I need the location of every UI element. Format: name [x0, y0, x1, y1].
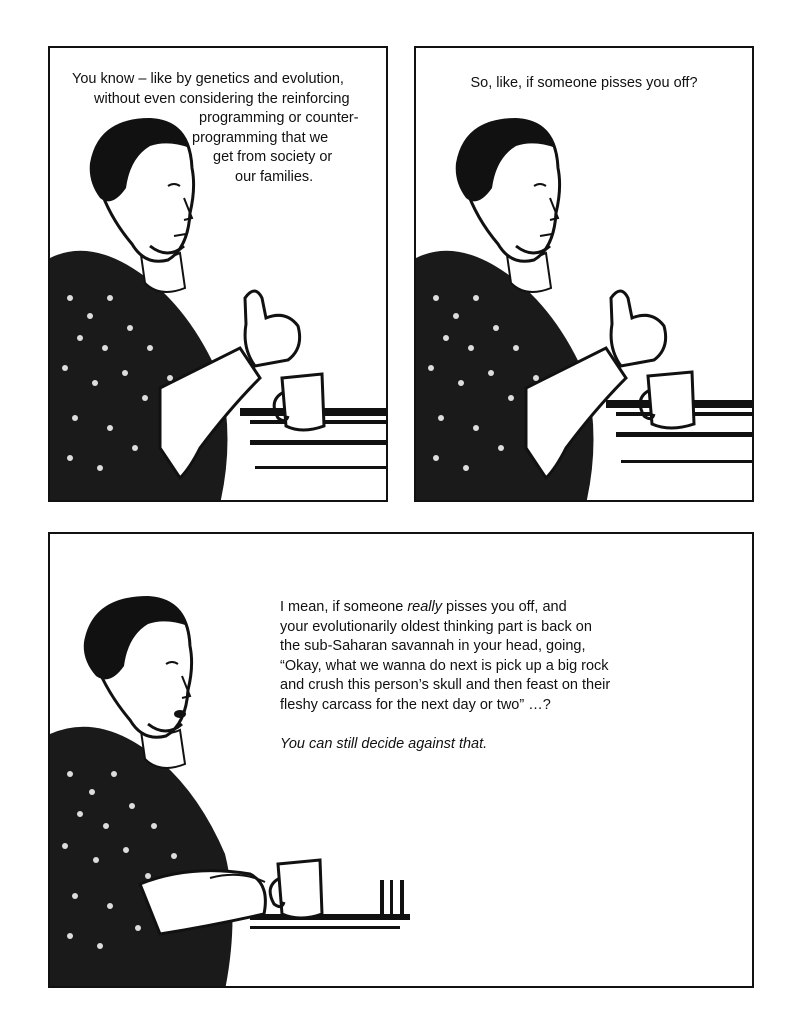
caption-text: I mean, if someone [280, 599, 408, 615]
caption-line: programming or counter- [199, 110, 359, 126]
caption-spacer [280, 715, 740, 735]
caption-line: the sub-Saharan savannah in your head, going, [280, 638, 586, 654]
caption-line: “Okay, what we wanna do next is pick up a big rock [280, 657, 609, 674]
caption-line: and crush this person’s skull and then feast on their [280, 677, 611, 693]
comic-panel-3 [48, 532, 754, 988]
caption-line-1 [280, 598, 740, 618]
caption-line: get from society or [213, 149, 333, 165]
comic-panel-1 [48, 46, 388, 502]
speech-caption [58, 70, 380, 187]
comic-panel-2 [414, 46, 754, 502]
caption-line: our families. [235, 168, 314, 185]
emphasis-word: really [407, 599, 442, 615]
caption-line: without even considering the reinforcing [94, 90, 350, 107]
caption-line: fleshy carcass for the next day or two” …? [280, 696, 551, 713]
caption-line: You know – like by genetics and evolution, [72, 71, 344, 87]
closing-line: You can still decide against that. [280, 735, 488, 752]
caption-text: pisses you off, and [442, 599, 567, 615]
man-gesturing-illustration [416, 48, 754, 502]
speech-caption [280, 598, 740, 754]
speech-caption: So, like, if someone pisses you off? [470, 75, 698, 91]
caption-line: your evolutionarily oldest thinking part is back on [280, 618, 592, 635]
caption-line: programming that we [192, 129, 329, 146]
